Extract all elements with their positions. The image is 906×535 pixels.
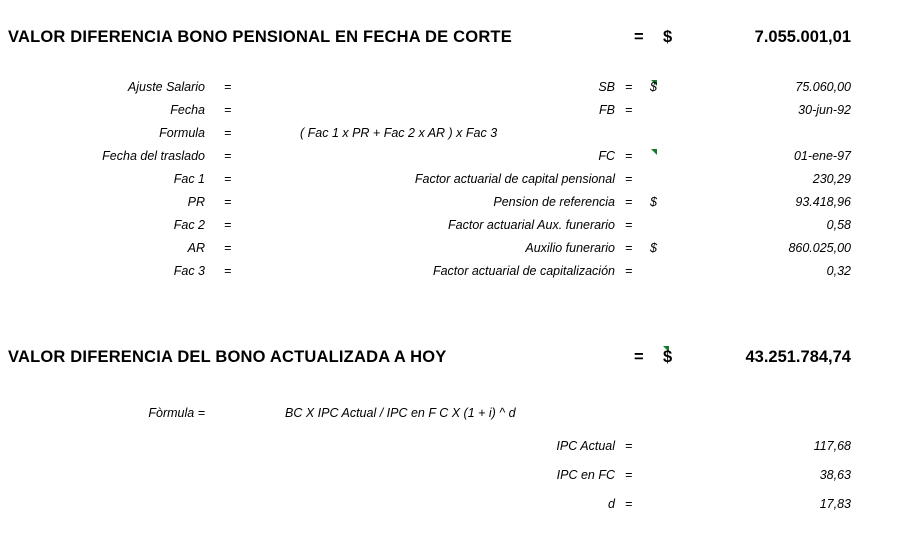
row-equals-right: = (625, 241, 633, 255)
row-value: 93.418,96 (795, 195, 851, 209)
row-equals-left: = (224, 264, 232, 278)
detail-row (0, 80, 906, 102)
row-currency: $ (650, 80, 657, 94)
section1-currency: $ (663, 27, 673, 46)
formula-row (0, 406, 906, 428)
row-label: Fac 2 (173, 218, 205, 232)
section2-equals: = (634, 347, 644, 366)
row-value: 75.060,00 (795, 80, 851, 94)
row-right-label: Factor actuarial de capitalización (432, 264, 615, 278)
section1-equals: = (634, 27, 644, 46)
row-currency: $ (650, 195, 657, 209)
row-equals-left: = (224, 218, 232, 232)
row-equals-left: = (224, 149, 232, 163)
detail-row (0, 149, 906, 171)
detail-row (0, 103, 906, 125)
row-equals-left: = (224, 126, 232, 140)
row-equals-left: = (224, 195, 232, 209)
row-right-label: Pension de referencia (493, 195, 615, 209)
detail-row (0, 264, 906, 286)
row-equals-right: = (625, 149, 633, 163)
detail-row (0, 172, 906, 194)
row-value: 38,63 (819, 468, 851, 482)
row-right-label: Auxilio funerario (525, 241, 615, 255)
row-right-label: IPC en FC (556, 468, 615, 482)
section1-title: VALOR DIFERENCIA BONO PENSIONAL EN FECHA DE CORTE (8, 27, 512, 46)
detail-row (0, 126, 906, 148)
row-equals-left: = (224, 172, 232, 186)
row-equals-right: = (625, 195, 633, 209)
row-right-label: FB (599, 103, 615, 117)
formula-row-label: Fòrmula = (148, 406, 205, 420)
row-equals-right: = (625, 497, 633, 511)
row-label: Fac 1 (173, 172, 205, 186)
row-equals-left: = (224, 80, 232, 94)
row-value: 117,68 (813, 439, 851, 453)
row-label: Formula (159, 126, 205, 140)
row-equals-left: = (224, 103, 232, 117)
row-right-label: FC (598, 149, 615, 163)
row-label: Ajuste Salario (127, 80, 205, 94)
section2-headline (0, 344, 906, 370)
detail-row (0, 497, 906, 519)
section1-amount: 7.055.001,01 (754, 27, 851, 46)
formula-row-text: BC X IPC Actual / IPC en F C X (1 + i) ^ d (285, 406, 516, 420)
section2-currency: $ (663, 347, 673, 366)
row-equals-right: = (625, 103, 633, 117)
row-label: Fecha del traslado (102, 149, 205, 163)
row-formula: ( Fac 1 x PR + Fac 2 x AR ) x Fac 3 (300, 126, 498, 140)
row-right-label: SB (598, 80, 615, 94)
row-equals-right: = (625, 80, 633, 94)
row-label: Fac 3 (173, 264, 205, 278)
detail-row (0, 218, 906, 240)
row-equals-right: = (625, 439, 633, 453)
row-equals-right: = (625, 172, 633, 186)
row-value: 01-ene-97 (794, 149, 851, 163)
row-value: 30-jun-92 (798, 103, 851, 117)
detail-row (0, 468, 906, 490)
section2-amount: 43.251.784,74 (745, 347, 851, 366)
row-label: Fecha (170, 103, 205, 117)
detail-row (0, 195, 906, 217)
row-right-label: Factor actuarial de capital pensional (414, 172, 615, 186)
row-right-label: IPC Actual (556, 439, 615, 453)
row-value: 860.025,00 (788, 241, 851, 255)
row-equals-left: = (224, 241, 232, 255)
section1-headline (0, 24, 906, 50)
detail-row (0, 241, 906, 263)
row-label: PR (187, 195, 205, 209)
section2-title: VALOR DIFERENCIA DEL BONO ACTUALIZADA A HOY (8, 347, 447, 366)
row-right-label: d (608, 497, 615, 511)
row-value: 230,29 (812, 172, 851, 186)
row-equals-right: = (625, 218, 633, 232)
row-value: 0,58 (826, 218, 851, 232)
detail-row (0, 439, 906, 461)
row-equals-right: = (625, 264, 633, 278)
row-value: 0,32 (826, 264, 851, 278)
row-value: 17,83 (819, 497, 851, 511)
row-right-label: Factor actuarial Aux. funerario (448, 218, 615, 232)
row-equals-right: = (625, 468, 633, 482)
comment-flag-icon (651, 149, 657, 155)
row-currency: $ (650, 241, 657, 255)
row-label: AR (187, 241, 205, 255)
